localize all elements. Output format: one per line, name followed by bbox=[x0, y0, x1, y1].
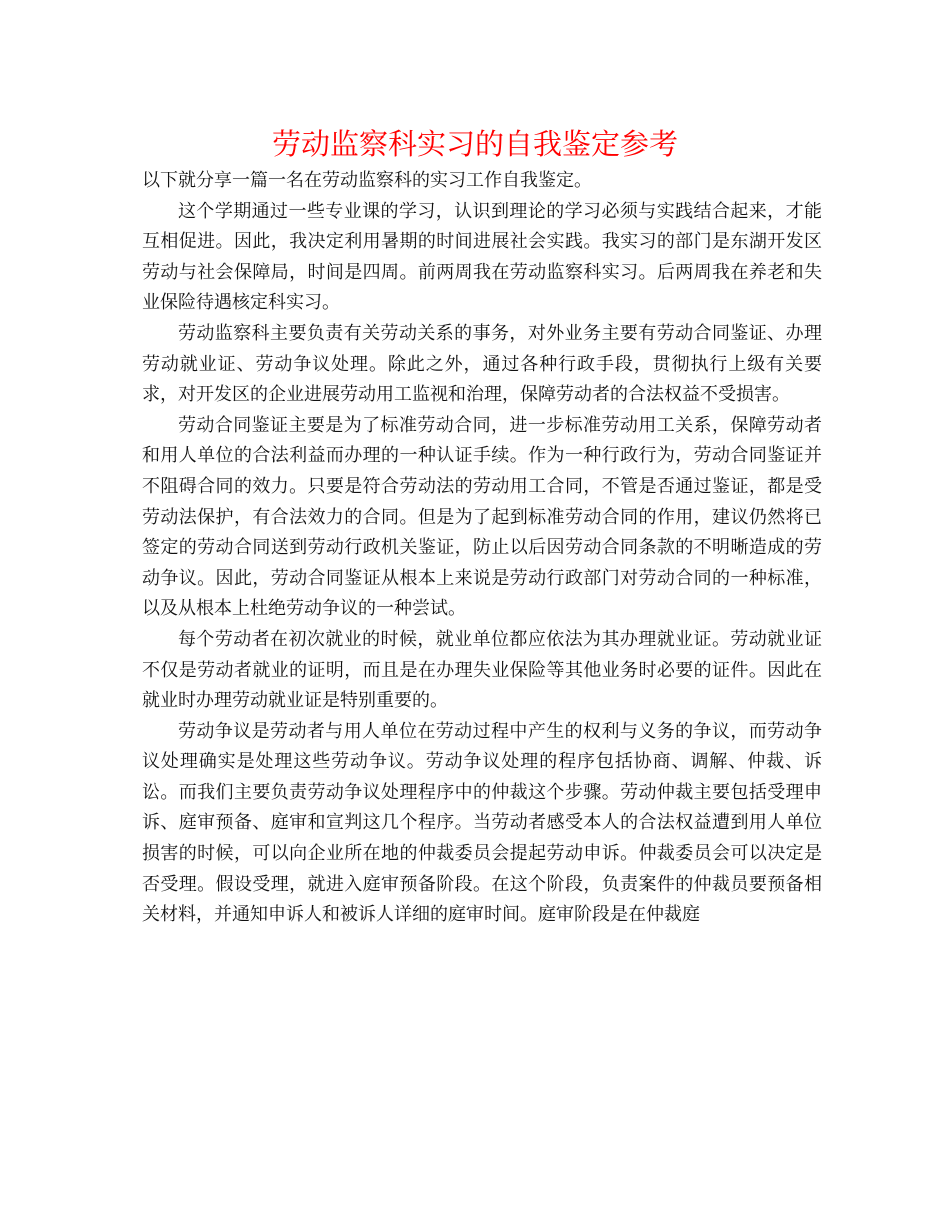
paragraph-labor-inspection: 劳动监察科主要负责有关劳动关系的事务，对外业务主要有劳动合同鉴证、办理劳动就业证、劳动争议处理。除此之外，通过各种行政手段，贯彻执行上级有关要求，对开发区的企业进展劳动用工监视和治理，保障劳动者的合法权益不受损害。 bbox=[142, 322, 822, 406]
paragraph-contract-verification: 劳动合同鉴证主要是为了标准劳动合同，进一步标准劳动用工关系，保障劳动者和用人单位的合法利益而办理的一种认证手续。作为一种行政行为，劳动合同鉴证并不阻碍合同的效力。只要是符合劳动法的劳动用工合同，不管是否通过鉴证，都是受劳动法保护，有合法效力的合同。但是为了起到标准劳动合同的作用，建议仍然将已签定的劳动合同送到劳动行政机关鉴证，防止以后因劳动合同条款的不明晰造成的劳动争议。因此，劳动合同鉴证从根本上来说是劳动行政部门对劳动合同的一种标准，以及从根本上杜绝劳动争议的一种尝试。 bbox=[142, 414, 822, 620]
intro-paragraph: 以下就分享一篇一名在劳动监察科的实习工作自我鉴定。 bbox=[142, 170, 592, 191]
document-title: 劳动监察科实习的自我鉴定参考 bbox=[271, 127, 678, 161]
paragraph-practice: 这个学期通过一些专业课的学习，认识到理论的学习必须与实践结合起来，才能互相促进。因此，我决定利用暑期的时间进展社会实践。我实习的部门是东湖开发区劳动与社会保障局，时间是四周。前两周我在劳动监察科实习。后两周我在养老和失业保险待遇核定科实习。 bbox=[142, 200, 822, 314]
document-body bbox=[142, 166, 822, 931]
paragraph-labor-dispute: 劳动争议是劳动者与用人单位在劳动过程中产生的权利与义务的争议，而劳动争议处理确实是处理这些劳动争议。劳动争议处理的程序包括协商、调解、仲裁、诉讼。而我们主要负责劳动争议处理程序中的仲裁这个步骤。劳动仲裁主要包括受理申诉、庭审预备、庭审和宣判这几个程序。当劳动者感受本人的合法权益遭到用人单位损害的时候，可以向企业所在地的仲裁委员会提起劳动申诉。仲裁委员会可以决定是否受理。假设受理，就进入庭审预备阶段。在这个阶段，负责案件的仲裁员要预备相关材料，并通知申诉人和被诉人详细的庭审时间。庭审阶段是在仲裁庭 bbox=[142, 720, 822, 926]
paragraph-employment-certificate: 每个劳动者在初次就业的时候，就业单位都应依法为其办理就业证。劳动就业证不仅是劳动者就业的证明，而且是在办理失业保险等其他业务时必要的证件。因此在就业时办理劳动就业证是特别重要的。 bbox=[142, 628, 822, 712]
